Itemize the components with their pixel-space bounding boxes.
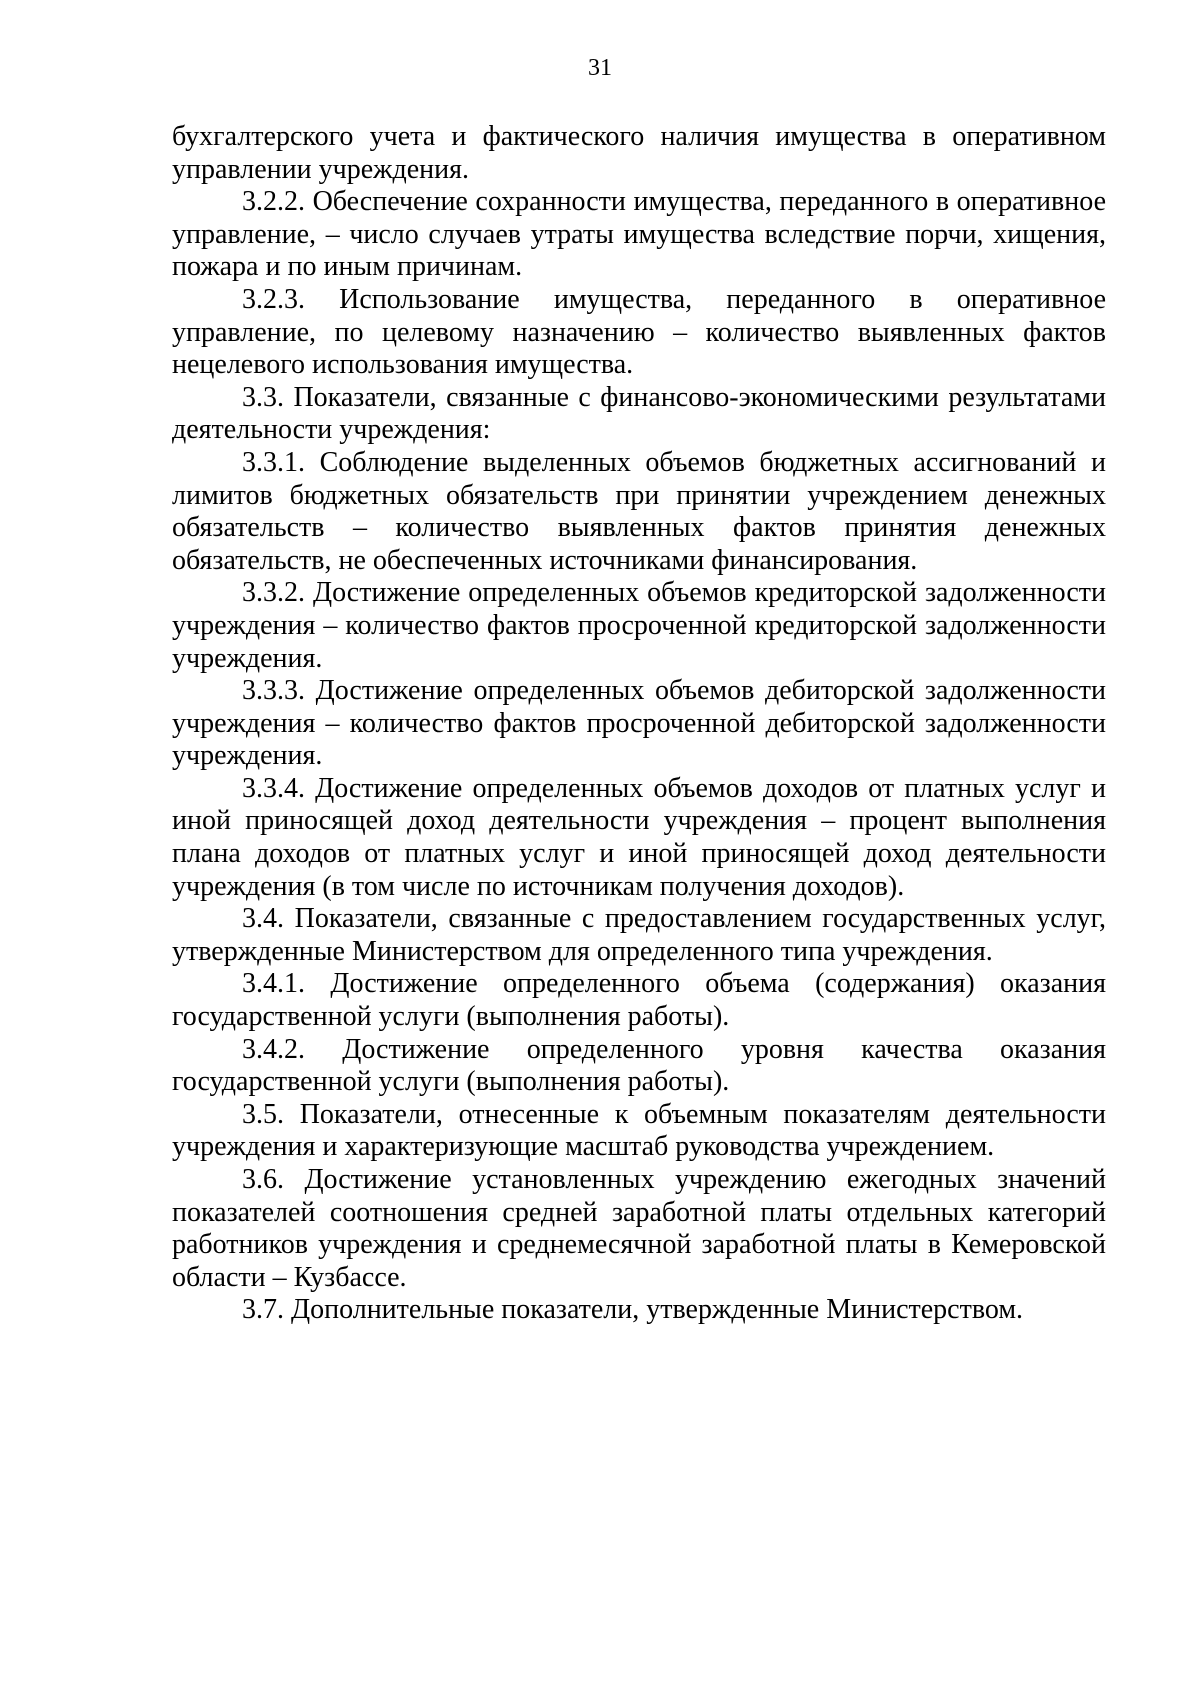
paragraph-continuation: бухгалтерского учета и фактического наличия имущества в оперативном управлении учреждения. [172,121,1106,185]
paragraph-3-2-3: 3.2.3. Использование имущества, переданного в оперативное управление, по целевому назначению – количество выявленных фактов нецелевого использования имущества. [172,283,1106,381]
paragraph-3-6: 3.6. Достижение установленных учреждению ежегодных значений показателей соотношения средней заработной платы отдельных категорий работников учреждения и среднемесячной заработной платы в Кемеровской области – Кузбассе. [172,1164,1106,1293]
paragraph-3-5: 3.5. Показатели, отнесенные к объемным показателям деятельности учреждения и характеризующие масштаб руководства учреждением. [172,1098,1106,1163]
paragraph-3-2-2: 3.2.2. Обеспечение сохранности имущества, переданного в оперативное управление, – число случаев утраты имущества вследствие порчи, хищения, пожара и по иным причинам. [172,186,1106,283]
page-number: 31 [588,55,612,81]
document-body [172,121,1106,1327]
paragraph-3-3-4: 3.3.4. Достижение определенных объемов доходов от платных услуг и иной приносящей доход деятельности учреждения – процент выполнения плана доходов от платных услуг и иной приносящей доход деятельности учреждения (в том числе по источникам получения доходов). [172,772,1106,902]
paragraph-3-3-2: 3.3.2. Достижение определенных объемов кредиторской задолженности учреждения – количество фактов просроченной кредиторской задолженности учреждения. [172,577,1106,674]
paragraph-3-4-1: 3.4.1. Достижение определенного объема (содержания) оказания государственной услуги (выполнения работы). [172,968,1106,1033]
paragraph-3-3-3: 3.3.3. Достижение определенных объемов дебиторской задолженности учреждения – количество фактов просроченной дебиторской задолженности учреждения. [172,675,1106,772]
paragraph-3-4-2: 3.4.2. Достижение определенного уровня качества оказания государственной услуги (выполнения работы). [172,1033,1106,1098]
paragraph-3-3-1: 3.3.1. Соблюдение выделенных объемов бюджетных ассигнований и лимитов бюджетных обязательств при принятии учреждением денежных обязательств – количество выявленных фактов принятия денежных обязательств, не обеспеченных источниками финансирования. [172,446,1106,576]
paragraph-3-7: 3.7. Дополнительные показатели, утвержденные Министерством. [242,1294,1024,1326]
paragraph-3-4: 3.4. Показатели, связанные с предоставлением государственных услуг, утвержденные Министерством для определенного типа учреждения. [172,903,1106,967]
paragraph-3-3: 3.3. Показатели, связанные с финансово-экономическими результатами деятельности учреждения: [172,381,1106,446]
